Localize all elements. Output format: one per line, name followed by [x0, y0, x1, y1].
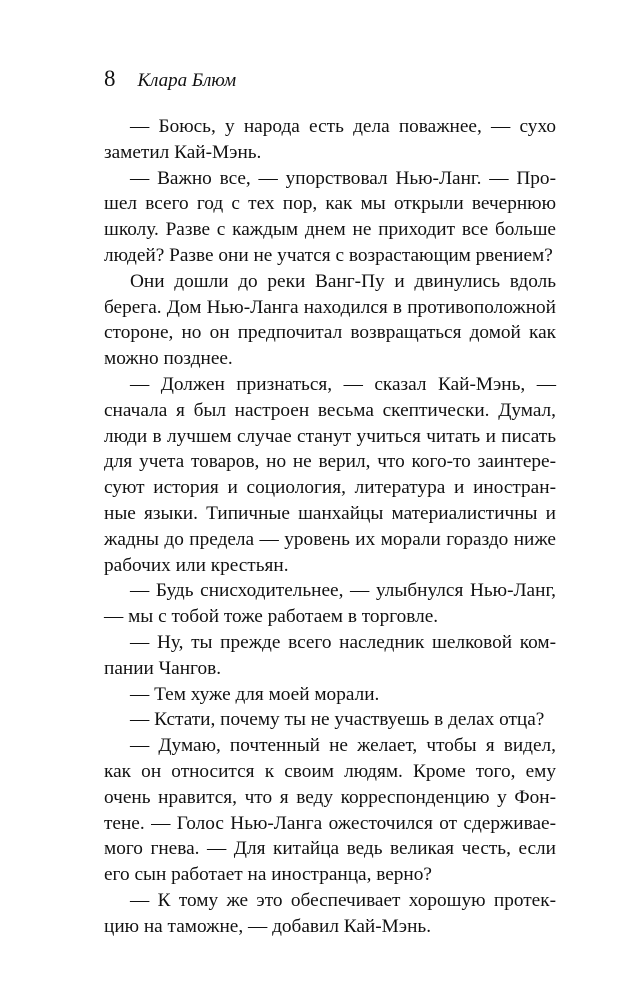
text-body: [104, 114, 556, 940]
page-number: 8: [104, 66, 116, 91]
paragraph: Они дошли до реки Ванг-Пу и двинулись вдоль берега. Дом Нью-Ланга находился в противоположной стороне, но он предпочитал возвращаться домой как можно позднее.: [104, 270, 556, 370]
paragraph: — К тому же это обеспечивает хорошую протекцию на таможне, — добавил Кай-Мэнь.: [104, 889, 556, 937]
paragraph: — Тем хуже для моей морали.: [130, 683, 380, 705]
book-author: Клара Блюм: [137, 70, 237, 91]
running-head: [104, 66, 236, 100]
paragraph: — Кстати, почему ты не участвуешь в делах отца?: [130, 709, 545, 731]
paragraph: — Будь снисходительнее, — улыбнулся Нью-Ланг, — мы с тобой тоже работаем в торговле.: [104, 580, 556, 628]
paragraph: — Думаю, почтенный не желает, чтобы я видел, как он относится к своим людям. Кроме того, ему очень нравится, что я веду корреспонденцию у Фонтене. — Голос Нью-Ланга ожесточился от сдерживаемого гнева. — Для китайца ведь великая честь, если его сын работает на иностранца, верно?: [104, 735, 556, 886]
paragraph: — Важно все, — упорствовал Нью-Ланг. — Прошел всего год с тех пор, как мы открыли вечернюю школу. Разве с каждым днем не приходит все больше людей? Разве они не учатся с возрастающим рвением?: [104, 167, 556, 266]
paragraph: — Должен признаться, — сказал Кай-Мэнь, — сначала я был настроен весьма скептически. Думал, люди в лучшем случае станут учиться читать и писать для учета товаров, но не верил, что кого-то заинтересуют история и социология, литература и иностранные языки. Типичные шанхайцы материалистичны и жадны до предела — уровень их морали гораздо ниже рабочих или крестьян.: [104, 373, 556, 576]
paragraph: — Боюсь, у народа есть дела поважнее, — сухо заметил Кай-Мэнь.: [104, 116, 556, 163]
paragraph: — Ну, ты прежде всего наследник шелковой компании Чангов.: [104, 631, 556, 679]
